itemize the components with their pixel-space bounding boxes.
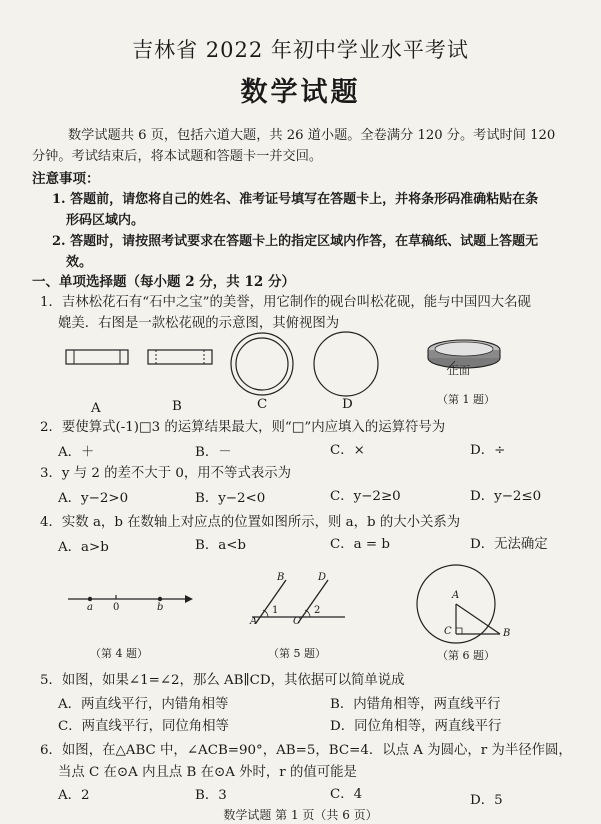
q1-option-b-figure	[148, 350, 212, 364]
page-footer: 数学试题 第 1 页（共 6 页）	[223, 808, 378, 822]
note-1-line-1: 1. 答题前，请您将自己的姓名、准考证号填写在答题卡上，并将条形码准确粘贴在条	[52, 192, 539, 207]
axis-label-b: b	[157, 602, 164, 613]
q2-option-b: B．－	[195, 445, 232, 460]
q6-option-d: D．5	[470, 793, 503, 808]
q2-option-a: A．＋	[58, 445, 95, 460]
q1-label-c: C	[257, 397, 268, 412]
q4-caption: （第 4 题）	[90, 647, 148, 660]
q1-line-2: 媲美．右图是一款松花砚的示意图，其俯视图为	[58, 316, 340, 331]
q5-stem: 5．如图，如果∠1=∠2，那么 AB∥CD，其依据可以简单说成	[40, 673, 405, 688]
q1-label-a: A	[91, 401, 101, 416]
q2-stem: 2．要使算式(-1)□3 的运算结果最大，则“□”内应填入的运算符号为	[40, 420, 446, 435]
fig5-label-c: C	[293, 616, 301, 627]
q1-option-d-figure	[314, 332, 378, 396]
q3-stem: 3．y 与 2 的差不大于 0，用不等式表示为	[40, 466, 292, 481]
q1-caption: （第 1 题）	[437, 393, 495, 406]
fig6-label-a: A	[452, 590, 460, 601]
intro-line-1: 数学试题共 6 页，包括六道大题，共 26 道小题。全卷满分 120 分。考试时间 120	[68, 128, 556, 143]
q1-option-a-figure	[66, 350, 128, 364]
q6-option-a: A．2	[58, 788, 90, 803]
q4-option-a: A．a>b	[58, 540, 109, 555]
q4-stem: 4．实数 a，b 在数轴上对应点的位置如图所示，则 a，b 的大小关系为	[40, 515, 461, 530]
section-1-heading: 一、单项选择题（每小题 2 分，共 12 分）	[32, 274, 295, 290]
fig6-label-c: C	[444, 626, 452, 637]
q6-caption: （第 6 题）	[437, 649, 495, 662]
q6-option-c: C．4	[330, 787, 363, 802]
fig5-label-b: B	[277, 572, 285, 583]
exam-title: 吉林省 2022 年初中学业水平考试	[132, 38, 469, 62]
q2-option-c: C．×	[330, 443, 365, 458]
q1-front-label: 正面	[448, 364, 470, 377]
q1-label-d: D	[342, 397, 353, 412]
axis-label-a: a	[87, 602, 93, 613]
notes-heading: 注意事项：	[32, 171, 100, 187]
q4-option-c: C．a = b	[330, 537, 390, 552]
q3-option-a: A．y−2>0	[58, 491, 129, 506]
note-2-line-2: 效。	[66, 255, 93, 270]
q2-option-d: D．÷	[470, 443, 506, 458]
exam-subtitle: 数学试题	[240, 77, 361, 108]
fig5-label-d: D	[318, 572, 327, 583]
q3-option-c: C．y−2≥0	[330, 489, 401, 504]
q6-figure	[0, 560, 601, 660]
q1-line-1: 1．吉林松花石有“石中之宝”的美誉，用它制作的砚台叫松花砚，能与中国四大名砚	[40, 295, 531, 310]
q4-option-d: D．无法确定	[470, 537, 548, 552]
intro-line-2: 分钟。考试结束后，将本试题和答题卡一并交回。	[32, 149, 323, 164]
q6-line-1: 6．如图，在△ABC 中，∠ACB=90°，AB=5，BC=4．以点 A 为圆心，r 为半径作圆，	[40, 743, 572, 758]
q3-option-d: D．y−2≤0	[470, 489, 542, 504]
note-1-line-2: 形码区域内。	[66, 213, 145, 228]
fig5-label-a: A	[250, 616, 258, 627]
q5-option-a: A．两直线平行，内错角相等	[58, 697, 229, 712]
q5-caption: （第 5 题）	[268, 647, 326, 660]
fig5-label-angle-2: 2	[314, 605, 321, 616]
fig5-label-angle-1: 1	[272, 605, 279, 616]
axis-label-zero: 0	[113, 602, 120, 613]
q5-option-b: B．内错角相等，两直线平行	[330, 697, 501, 712]
q6-option-b: B．3	[195, 788, 227, 803]
q5-option-d: D．同位角相等，两直线平行	[330, 719, 502, 734]
q3-option-b: B．y−2<0	[195, 491, 266, 506]
q4-option-b: B．a<b	[195, 538, 247, 553]
q1-label-b: B	[172, 399, 182, 414]
q5-option-c: C．两直线平行，同位角相等	[58, 719, 229, 734]
q1-option-c-figure	[231, 333, 293, 395]
q6-line-2: 当点 C 在⊙A 内且点 B 在⊙A 外时，r 的值可能是	[58, 765, 357, 780]
note-2-line-1: 2. 答题时，请按照考试要求在答题卡上的指定区域内作答，在草稿纸、试题上答题无	[52, 234, 539, 249]
fig6-label-b: B	[503, 628, 511, 639]
